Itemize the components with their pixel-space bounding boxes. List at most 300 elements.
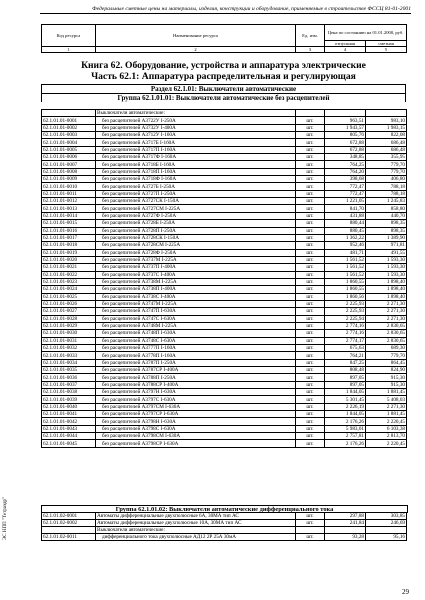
resource-unit: шт. [296,168,325,175]
resource-name: без расцепителей А3747С I-630А [96,315,296,322]
empty-cell [366,527,407,534]
table-row [42,330,407,337]
table-row [42,374,407,381]
resource-code: 62.1.01.01-0008 [42,168,96,175]
resource-code: 62.1.01.01-0036 [42,374,96,381]
table-row [42,183,407,190]
resource-code: 62.1.01.01-0020 [42,256,96,263]
release-price: 1 561,52 [325,256,366,263]
resource-code: 62.1.01.01-0037 [42,381,96,388]
table-row [42,359,407,366]
resource-code: 62.1.01.01-0010 [42,183,96,190]
release-price: 952,46 [325,242,366,249]
resource-name: без расцепителей А3737С I-400А [96,271,296,278]
resource-name: без расцепителей А3717Ф I-160А [96,154,296,161]
group-title: Группа 62.1.01.02: Выключатели автоматические дифференциального тока [41,505,408,513]
resource-name: без расцепителей А3718Ф I-160А [96,176,296,183]
resource-unit: шт. [296,300,325,307]
release-price: 2 225,93 [325,308,366,315]
estimate-price: 864,45 [366,359,407,366]
release-price: 2 757,81 [325,433,366,440]
release-price: 93,28 [325,534,366,541]
resource-name: без расцепителей А3738П I-400А [96,286,296,293]
table-row [42,124,407,131]
resource-name: без расцепителей А3778П I-160А [96,352,296,359]
release-price: 297,88 [325,513,366,520]
resource-code: 62.1.01.01-0042 [42,418,96,425]
resource-unit: шт. [296,190,325,197]
resource-name: без расцепителей А3717П I-160А [96,146,296,153]
table-row [42,352,407,359]
estimate-price: 1 881,45 [366,389,407,396]
resource-unit: шт. [296,183,325,190]
resource-code: 62.1.01.01-0001 [42,117,96,124]
estimate-price: 822,08 [366,132,407,139]
resource-code: 62.1.01.02-0011 [42,534,96,541]
resource-code: 62.1.01.01-0013 [42,205,96,212]
resource-code: 62.1.01.01-0003 [42,132,96,139]
release-price: 897,05 [325,381,366,388]
estimate-price: 915,30 [366,381,407,388]
estimate-price: 2 830,65 [366,337,407,344]
resource-code: 62.1.01.01-0032 [42,345,96,352]
subheading-row [42,527,407,534]
resource-unit: шт. [296,322,325,329]
resource-name: без расцепителей А3748М I-225А [96,322,296,329]
estimate-price: 788,18 [366,190,407,197]
resource-name: без расцепителей А3728СМ I-225А [96,242,296,249]
resource-name: без расцепителей А3788СР I-400А [96,381,296,388]
resource-unit: шт. [296,198,325,205]
section-title: Раздел 62.1.01: Выключатели автоматические [41,84,406,93]
estimate-price: 779,70 [366,161,407,168]
release-price: 963,51 [325,117,366,124]
table-row [42,278,407,285]
resource-name: без расцепителей А3798СМ I-630А [96,433,296,440]
resource-name: Автоматы дифференциальные двухполюсные 10А, 30МА тип АС [96,520,296,527]
estimate-price: 1 245,83 [366,198,407,205]
table-row [42,300,407,307]
resource-code: 62.1.01.01-0030 [42,330,96,337]
resource-code: 62.1.01.01-0044 [42,433,96,440]
estimate-price: 246,69 [366,520,407,527]
release-price: 772,47 [325,183,366,190]
col-release-header: отпускная [325,41,366,47]
resource-code: 62.1.01.01-0016 [42,227,96,234]
resource-name: без расцепителей А3787П I-250А [96,359,296,366]
resource-unit: шт. [296,403,325,410]
table-row [42,146,407,153]
resource-unit: шт. [296,520,325,527]
resource-name: без расцепителей А3797СР I-630А [96,411,296,418]
resource-name: без расцепителей А3712У I-160А [96,132,296,139]
resource-name: без расцепителей А3718П I-160А [96,168,296,175]
resource-code: 62.1.01.01-0009 [42,176,96,183]
resource-name: без расцепителей А3738С I-400А [96,293,296,300]
release-price: 5 983,01 [325,425,366,432]
estimate-price: 2 813,70 [366,433,407,440]
resource-code: 62.1.01.01-0034 [42,359,96,366]
resource-unit: шт. [296,176,325,183]
table-row [42,433,407,440]
release-price: 1 221,05 [325,198,366,205]
resource-unit: шт. [296,139,325,146]
table-row [42,212,407,219]
resource-unit: шт. [296,124,325,131]
table-row [42,161,407,168]
resource-unit: шт. [296,352,325,359]
table-row [42,367,407,374]
table-row [42,381,407,388]
table-row [42,513,407,520]
resource-code: 62.1.01.01-0045 [42,440,96,447]
release-price: 764,21 [325,352,366,359]
release-price: 808,48 [325,367,366,374]
resource-unit: шт. [296,534,325,541]
table-row [42,256,407,263]
table-row [42,242,407,249]
resource-code: 62.1.01.01-0023 [42,278,96,285]
estimate-price: 355,95 [366,154,407,161]
release-price: 1 844,05 [325,389,366,396]
resource-unit: шт. [296,345,325,352]
table-row [42,132,407,139]
resource-name: без расцепителей А3797Н I-630А [96,389,296,396]
resource-name: без расцепителей А3728П I-250А [96,227,296,234]
resource-unit: шт. [296,220,325,227]
resource-name: без расцепителей А3748С I-630А [96,337,296,344]
table-row [42,264,407,271]
table-row [42,234,407,241]
resource-code: 62.1.01.01-0005 [42,146,96,153]
running-header: Федеральные сметные цены на материалы, изделия, конструкции и оборудование, применяемые в строительстве ФССЦ 81-01-2001 [40,6,411,14]
resource-code: 62.1.01.01-0002 [42,124,96,131]
estimate-price: 1 898,40 [366,286,407,293]
resource-code: 62.1.01.01-0012 [42,198,96,205]
table-row [42,337,407,344]
release-price: 805,76 [325,132,366,139]
resource-code: 62.1.01.01-0004 [42,139,96,146]
resource-name: без расцепителей А3727П I-250А [96,190,296,197]
release-price: 1 943,57 [325,124,366,131]
estimate-price: 2 220,45 [366,440,407,447]
table-row [42,389,407,396]
table-row [42,139,407,146]
resource-name: без расцепителей А3797СМ I-630А [96,403,296,410]
estimate-price: 779,70 [366,168,407,175]
estimate-price: 1 881,45 [366,411,407,418]
resource-unit: шт. [296,227,325,234]
col-number: 3 [296,47,325,53]
resource-name: без расцепителей А3798СР I-630А [96,440,296,447]
estimate-price: 1 593,30 [366,264,407,271]
resource-unit: шт. [296,389,325,396]
estimate-price: 303,85 [366,513,407,520]
estimate-price: 824,90 [366,367,407,374]
col-name-header: Наименование ресурса [96,25,296,47]
estimate-price: 2 830,65 [366,322,407,329]
resource-code: 62.1.01.01-0041 [42,411,96,418]
release-price: 1 860,55 [325,278,366,285]
estimate-price: 858,80 [366,205,407,212]
resource-name: без расцепителей А3777П I-160А [96,345,296,352]
table-row [42,418,407,425]
table-row [42,403,407,410]
estimate-price: 1 593,30 [366,256,407,263]
table-row [42,534,407,541]
release-price: 1 561,52 [325,271,366,278]
estimate-price: 440,70 [366,212,407,219]
release-price: 2 774,16 [325,322,366,329]
release-price: 398,68 [325,176,366,183]
resource-unit: шт. [296,146,325,153]
estimate-price: 1 983,15 [366,124,407,131]
estimate-price: 779,70 [366,352,407,359]
resource-name: без расцепителей А3727СК I-150А [96,198,296,205]
resource-code: 62.1.01.02-0002 [42,520,96,527]
price-table [41,109,407,448]
table-row [42,190,407,197]
release-price: 2 176,26 [325,440,366,447]
estimate-price: 1 898,40 [366,278,407,285]
table-row [42,308,407,315]
col-number: 1 [42,47,96,53]
subheading: Выключатели автоматические: [96,110,296,117]
resource-unit: шт. [296,330,325,337]
estimate-price: 686,48 [366,139,407,146]
empty-cell [325,527,366,534]
table-row [42,520,407,527]
resource-name: без расцепителей А3718Б I-160А [96,161,296,168]
resource-unit: шт. [296,286,325,293]
release-price: 431,88 [325,212,366,219]
col-number: 4 [325,47,366,53]
estimate-price: 2 830,65 [366,330,407,337]
estimate-price: 2 220,45 [366,418,407,425]
table-row [42,154,407,161]
col-number: 5 [366,47,407,53]
release-price: 2 226,19 [325,403,366,410]
release-price: 5 301,45 [325,396,366,403]
resource-code: 62.1.01.01-0038 [42,389,96,396]
release-price: 2 176,26 [325,418,366,425]
release-price: 481,71 [325,249,366,256]
estimate-price: 788,18 [366,183,407,190]
resource-name: без расцепителей А3798С I-630А [96,425,296,432]
resource-code: 62.1.01.01-0027 [42,308,96,315]
resource-unit: шт. [296,513,325,520]
release-price: 764,20 [325,168,366,175]
table-row [42,168,407,175]
resource-unit: шт. [296,205,325,212]
resource-unit: шт. [296,337,325,344]
resource-code: 62.1.01.01-0006 [42,154,96,161]
resource-code: 62.1.01.01-0017 [42,234,96,241]
table-row [42,271,407,278]
release-price: 764,25 [325,161,366,168]
table-row [42,322,407,329]
release-price: 2 774,17 [325,337,366,344]
resource-unit: шт. [296,308,325,315]
resource-name: без расцепителей А3717Б I-160А [96,139,296,146]
resource-name: без расцепителей А3728СК I-150А [96,234,296,241]
subheading: Выключатели автоматические: [96,527,296,534]
column-header-table [41,24,407,53]
resource-name: Автоматы дифференциальные двухполюсные 6А, 30МА тип АС [96,513,296,520]
resource-code: 62.1.01.01-0024 [42,286,96,293]
estimate-price: 898,35 [366,227,407,234]
col-code-header: Код ресурса [42,25,96,47]
resource-name: без расцепителей А3728Ф I-250А [96,249,296,256]
resource-code: 62.1.01.01-0029 [42,322,96,329]
resource-unit: шт. [296,396,325,403]
resource-name: без расцепителей А3732У I-400А [96,124,296,131]
estimate-price: 1 898,40 [366,293,407,300]
resource-unit: шт. [296,418,325,425]
resource-unit: шт. [296,154,325,161]
release-price: 847,25 [325,359,366,366]
resource-name: дифференциального тока двухполюсные АД12 2Р 25А 30мА [96,534,296,541]
estimate-price: 898,35 [366,220,407,227]
release-price: 348,85 [325,154,366,161]
estimate-price: 1 593,30 [366,271,407,278]
resource-code: 62.1.01.01-0039 [42,396,96,403]
release-price: 2 774,16 [325,330,366,337]
table-row [42,249,407,256]
part-title: Часть 62.1: Аппаратура распределительная и регулирующая [91,71,356,82]
resource-name: без расцепителей А3737П I-400А [96,264,296,271]
release-price: 772,47 [325,190,366,197]
table-row [42,315,407,322]
estimate-price: 983,10 [366,117,407,124]
resource-code: 62.1.01.01-0043 [42,425,96,432]
release-price: 241,84 [325,520,366,527]
estimate-price: 1 389,90 [366,234,407,241]
table-row [42,286,407,293]
col-unit-header: Ед. изм. [296,25,325,47]
resource-code: 62.1.01.01-0022 [42,271,96,278]
resource-unit: шт. [296,433,325,440]
release-price: 880,45 [325,227,366,234]
resource-code: 62.1.01.01-0031 [42,337,96,344]
resource-name: без расцепителей А3797С I-630А [96,396,296,403]
estimate-price: 2 271,30 [366,403,407,410]
estimate-price: 915,30 [366,374,407,381]
resource-name: без расцепителей А3787СР I-400А [96,367,296,374]
resource-unit: шт. [296,132,325,139]
resource-code: 62.1.01.01-0011 [42,190,96,197]
table-row [42,198,407,205]
estimate-price: 2 271,30 [366,315,407,322]
resource-name: без расцепителей А3727Ф I-250А [96,212,296,219]
resource-unit: шт. [296,359,325,366]
resource-unit: шт. [296,234,325,241]
resource-unit: шт. [296,440,325,447]
col-number: 2 [96,47,296,53]
release-price: 1 860,55 [325,286,366,293]
resource-code: 62.1.01.01-0025 [42,293,96,300]
resource-name: без расцепителей А3747П I-630А [96,308,296,315]
resource-unit: шт. [296,161,325,168]
titles-block [41,60,406,102]
resource-unit: шт. [296,315,325,322]
release-price: 880,44 [325,220,366,227]
resource-unit: шт. [296,278,325,285]
table-row [42,425,407,432]
resource-unit: шт. [296,249,325,256]
resource-code: 62.1.01.01-0033 [42,352,96,359]
release-price: 841,70 [325,205,366,212]
resource-name: без расцепителей А3798Н I-630А [96,418,296,425]
resource-name: без расцепителей А3737М I-225А [96,256,296,263]
book-title: Книга 62. Оборудование, устройства и аппаратура электрические [81,60,366,71]
resource-code: 62.1.01.01-0007 [42,161,96,168]
side-label: ЭС НПП "Тетраэдр" [3,496,8,540]
release-price: 1 362,22 [325,234,366,241]
table-row [42,117,407,124]
empty-cell [42,527,96,534]
release-price: 2 225,94 [325,315,366,322]
estimate-price: 689,30 [366,345,407,352]
release-price: 672,88 [325,146,366,153]
release-price: 1 860,56 [325,293,366,300]
release-price: 672,88 [325,139,366,146]
resource-unit: шт. [296,293,325,300]
resource-unit: шт. [296,212,325,219]
release-price: 1 561,52 [325,264,366,271]
resource-unit: шт. [296,242,325,249]
resource-name: без расцепителей А3727Б I-250А [96,183,296,190]
resource-name: без расцепителей А3747М I-225А [96,300,296,307]
resource-unit: шт. [296,367,325,374]
estimate-price: 491,55 [366,249,407,256]
col-price-header: Цена по состоянию на 01.01.2000, руб. [325,25,407,41]
resource-unit: шт. [296,117,325,124]
table-row [42,440,407,447]
resource-unit: шт. [296,374,325,381]
estimate-price: 2 271,30 [366,308,407,315]
resource-unit: шт. [296,411,325,418]
estimate-price: 406,80 [366,176,407,183]
table-row [42,345,407,352]
resource-name: без расцепителей А3738М I-225А [96,278,296,285]
table-row [42,176,407,183]
estimate-price: 6 103,38 [366,425,407,432]
estimate-price: 971,81 [366,242,407,249]
page-number: 29 [402,588,409,596]
resource-unit: шт. [296,264,325,271]
estimate-price: 5 408,03 [366,396,407,403]
release-price: 675,63 [325,345,366,352]
table-row [42,220,407,227]
resource-code: 62.1.01.02-0001 [42,513,96,520]
resource-code: 62.1.01.01-0015 [42,220,96,227]
resource-code: 62.1.01.01-0021 [42,264,96,271]
resource-name: без расцепителей А3728Б I-250А [96,220,296,227]
estimate-price: 95,16 [366,534,407,541]
table-row [42,205,407,212]
resource-name: без расцепителей А3727СМ I-225А [96,205,296,212]
empty-cell [296,527,325,534]
resource-unit: шт. [296,271,325,278]
col-estimate-header: сметная [366,41,407,47]
resource-code: 62.1.01.01-0035 [42,367,96,374]
estimate-price: 2 271,30 [366,300,407,307]
resource-unit: шт. [296,256,325,263]
price-table-group2 [41,512,407,541]
resource-name: без расцепителей А3788П I-250А [96,374,296,381]
resource-unit: шт. [296,425,325,432]
